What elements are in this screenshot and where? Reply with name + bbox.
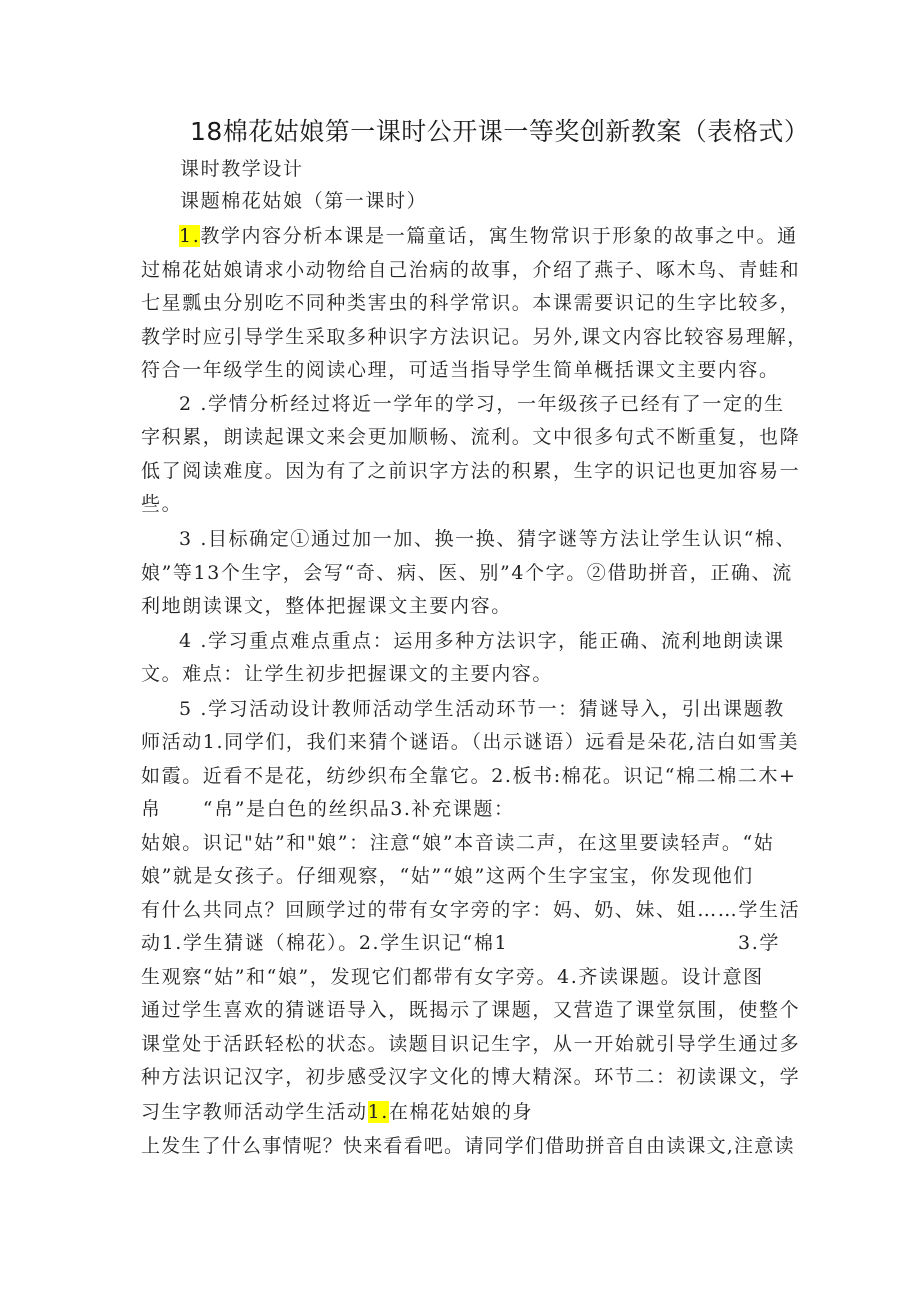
paragraph-2-line-1: 2 .学情分析经过将近一学年的学习，一年级孩子已经有了一定的生 (179, 393, 785, 415)
paragraph-5-line-7: 有什么共同点？回顾学过的带有女字旁的字：妈、奶、妹、姐……学生活 (141, 899, 801, 921)
paragraph-5-line-8: 动1.学生猜谜（棉花）。2.学生识记“棉1 (141, 932, 509, 954)
paragraph-3-line-1: 3 .目标确定①通过加一加、换一换、猜字谜等方法让学生认识“棉、 (179, 528, 797, 550)
paragraph-5-line-9: 生观察“姑”和“娘”，发现它们都带有女字旁。4.齐读课题。设计意图 (141, 966, 764, 988)
paragraph-5-line-12: 种方法识记汉字，初步感受汉字文化的博大精深。环节二：初读课文，学 (141, 1066, 801, 1088)
paragraph-1-line-5: 符合一年级学生的阅读心理，可适当指导学生简单概括课文主要内容。 (141, 359, 780, 381)
subtitle: 课时教学设计 (180, 158, 304, 180)
paragraph-1-line-2: 过棉花姑娘请求小动物给自己治病的故事，介绍了燕子、啄木鸟、青蛙和 (141, 259, 801, 281)
lesson-topic: 课题棉花姑娘（第一课时） (180, 190, 428, 212)
paragraph-1-line-1: 1.教学内容分析本课是一篇童话，寓生物常识于形象的故事之中。通 (179, 225, 798, 247)
paragraph-5-line-1: 5 .学习活动设计教师活动学生活动环节一：猜谜导入，引出课题教 (179, 698, 785, 720)
paragraph-5-line-13: 习生字教师活动学生活动1.在棉花姑娘的身 (141, 1101, 534, 1123)
document-title: 18棉花姑娘第一课时公开课一等奖创新教案（表格式） (190, 117, 810, 146)
paragraph-2-line-4: 些。 (141, 493, 183, 515)
paragraph-3-line-2: 娘”等13个生字，会写“奇、病、医、别”4个字。②借助拼音，正确、流 (141, 562, 793, 584)
paragraph-6-line-1: 上发生了什么事情呢？快来看看吧。请同学们借助拼音自由读课文,注意读 (141, 1135, 795, 1157)
paragraph-5-line-6: 娘”就是女孩子。仔细观察，“姑”“娘”这两个生字宝宝，你发现他们 (141, 865, 754, 887)
paragraph-4-line-1: 4 .学习重点难点重点：运用多种方法识字，能正确、流利地朗读课 (179, 630, 785, 652)
paragraph-1-line-3: 七星瓢虫分别吃不同种类害虫的科学常识。本课需要识记的生字比较多， (141, 292, 801, 314)
paragraph-5-line-2: 师活动1.同学们，我们来猜个谜语。（出示谜语）远看是朵花,洁白如雪美 (141, 731, 800, 753)
step-number-highlight: 1. (367, 1101, 389, 1123)
paragraph-5-line-3: 如霞。近看不是花，纺纱织布全靠它。2.板书:棉花。识记“棉二棉二木+ (141, 765, 797, 787)
paragraph-5-line-10: 通过学生喜欢的猜谜语导入，既揭示了课题，又营造了课堂氛围，使整个 (141, 999, 801, 1021)
paragraph-5-line-8-tail: 3.学 (738, 932, 780, 954)
paragraph-4-line-2: 文。难点：让学生初步把握课文的主要内容。 (141, 663, 554, 685)
paragraph-2-line-2: 字积累，朗读起课文来会更加顺畅、流利。文中很多句式不断重复，也降 (141, 426, 801, 448)
paragraph-5-line-4: 帛 “帛”是白色的丝织品3.补充课题： (141, 798, 515, 820)
paragraph-number-highlight: 1. (179, 225, 201, 247)
paragraph-3-line-3: 利地朗读课文，整体把握课文主要内容。 (141, 595, 512, 617)
paragraph-2-line-3: 低了阅读难度。因为有了之前识字方法的积累，生字的识记也更加容易一 (141, 460, 801, 482)
paragraph-5-line-11: 课堂处于活跃轻松的状态。读题目识记生字，从一开始就引导学生通过多 (141, 1033, 801, 1055)
paragraph-1-line-4: 教学时应引导学生采取多种识字方法识记。另外,课文内容比较容易理解， (141, 326, 808, 348)
paragraph-5-line-5: 姑娘。识记"姑”和"娘”：注意“娘”本音读二声，在这里要读轻声。“姑 (141, 832, 775, 854)
